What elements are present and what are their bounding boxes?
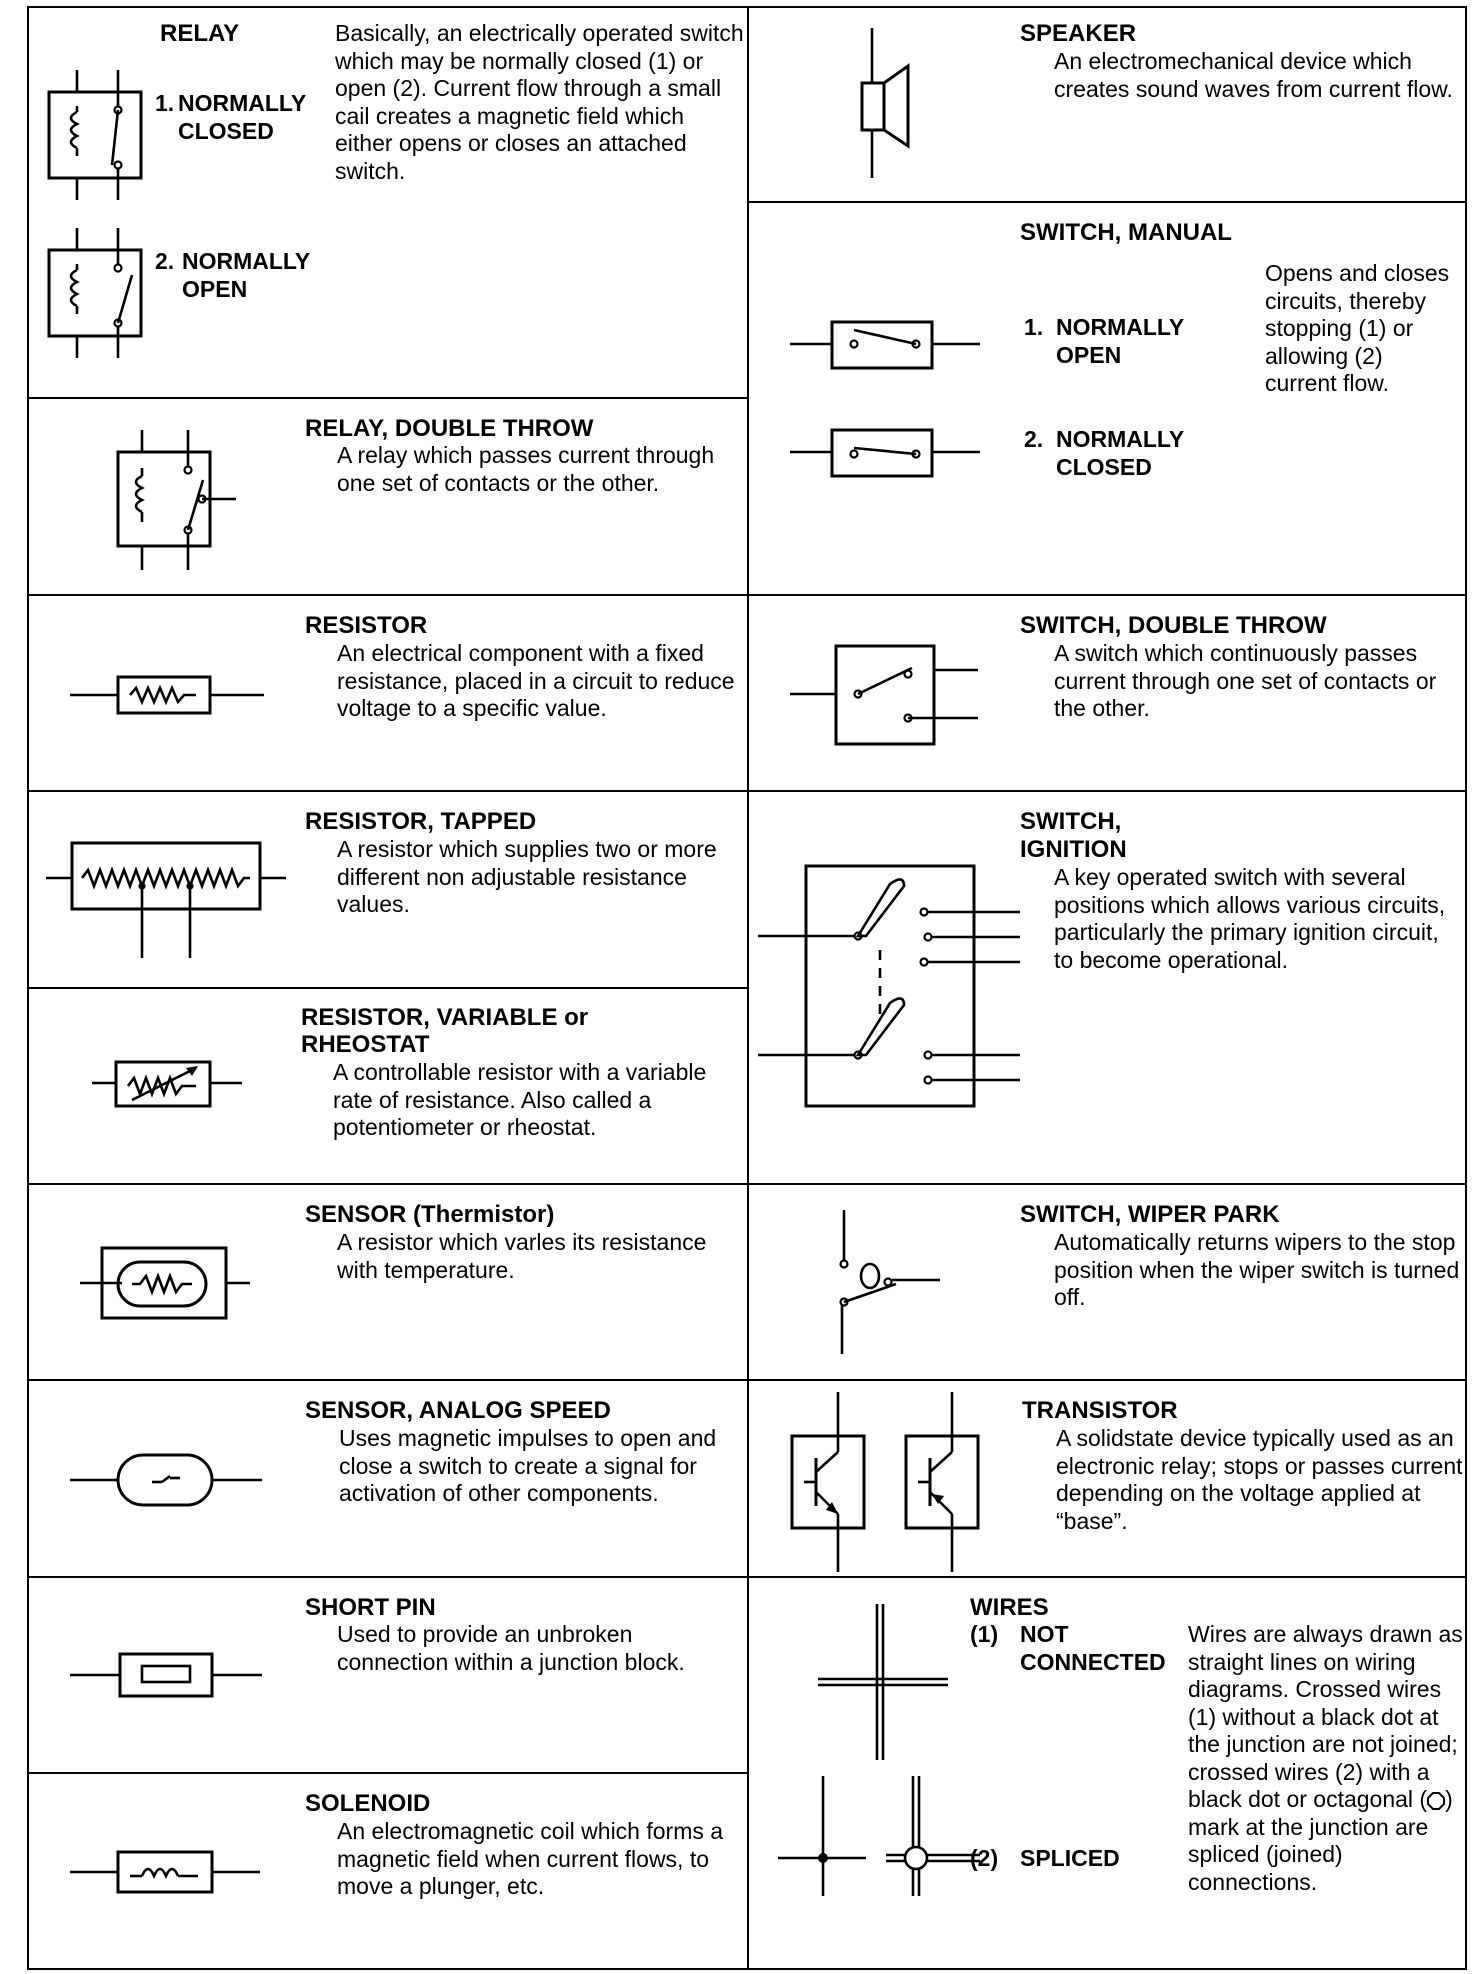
resistor-variable-title-line1: RESISTOR, VARIABLE or [301, 1004, 589, 1031]
wires-not-connected-label-line2: CONNECTED [1020, 1649, 1166, 1675]
relay-double-throw-title: RELAY, DOUBLE THROW [305, 415, 594, 442]
wires-desc-part1: Wires are always drawn as straight lines on wiring diagrams. Crossed wires (1) without a black dot at the junction are not joined; [1188, 1621, 1463, 1757]
wires-item-1-number: (1) [970, 1621, 999, 1647]
switch-manual-normally-closed-label: NORMALLY CLOSED [1056, 426, 1184, 480]
grid-right-3 [747, 790, 1467, 792]
sensor-analog-speed-title: SENSOR, ANALOG SPEED [305, 1397, 611, 1424]
relay-title: RELAY [160, 20, 240, 47]
resistor-tapped-icon [46, 838, 286, 958]
transistor-title: TRANSISTOR [1022, 1397, 1178, 1424]
relay-desc: Basically, an electrically operated switch which may be normally closed (1) or open (2). Current flow through a small cail creates a magnetic field which either opens or closes an attached switch. [335, 20, 744, 184]
solenoid-icon [70, 1846, 260, 1898]
transistor-pnp-icon [904, 1392, 984, 1572]
resistor-title: RESISTOR [305, 612, 428, 639]
grid-right-5 [747, 1379, 1467, 1381]
sensor-thermistor-title: SENSOR (Thermistor) [305, 1201, 555, 1228]
resistor-icon [70, 670, 264, 720]
sensor-analog-speed-icon [70, 1450, 262, 1510]
switch-manual-item-1-number: 1. [1024, 314, 1044, 340]
wires-spliced-label: SPLICED [1020, 1845, 1120, 1871]
switch-ignition-desc: A key operated switch with several positions which allows various circuits, particularly the primary ignition circuit, to become operational. [1054, 864, 1446, 973]
sensor-analog-speed-desc: Uses magnetic impulses to open and close a switch to create a signal for activation of other components. [339, 1425, 717, 1506]
wires-spliced-icon [778, 1776, 978, 1896]
resistor-variable-icon [92, 1056, 242, 1116]
switch-double-throw-title: SWITCH, DOUBLE THROW [1020, 612, 1327, 639]
switch-manual-title: SWITCH, MANUAL [1020, 219, 1232, 246]
switch-wiper-park-title: SWITCH, WIPER PARK [1020, 1201, 1280, 1228]
switch-wiper-park-desc: Automatically returns wipers to the stop position when the wiper switch is turned off. [1054, 1229, 1460, 1310]
relay-normally-open-icon [40, 228, 150, 358]
wires-item-2-number: (2) [970, 1845, 999, 1871]
grid-left-5 [27, 1183, 749, 1185]
switch-manual-normally-open-icon [790, 318, 980, 374]
switch-manual-desc: Opens and closes circuits, thereby stopping (1) or allowing (2) current flow. [1265, 260, 1450, 396]
switch-ignition-title-line1: SWITCH, [1020, 808, 1122, 835]
grid-left-1 [27, 397, 749, 399]
wires-desc-part2: crossed wires (2) with a black dot or [1188, 1758, 1430, 1812]
grid-right-6 [747, 1576, 1467, 1578]
speaker-title: SPEAKER [1020, 20, 1137, 47]
switch-wiper-park-icon [820, 1210, 960, 1360]
short-pin-desc: Used to provide an unbroken connection within a junction block. [337, 1621, 685, 1675]
sensor-thermistor-desc: A resistor which varles its resistance with temperature. [337, 1229, 707, 1283]
wires-desc [1188, 1621, 1470, 1896]
switch-manual-item-2-number: 2. [1024, 426, 1044, 452]
relay-normally-closed-icon [40, 70, 150, 200]
wires-not-connected-label-line1: NOT [1020, 1621, 1069, 1647]
solenoid-desc: An electromagnetic coil which forms a magnetic field when current flows, to move a plunger, etc. [337, 1818, 724, 1899]
switch-ignition-icon [758, 864, 1020, 1110]
wires-not-connected-icon [818, 1604, 948, 1760]
transistor-npn-icon [790, 1392, 870, 1572]
grid-right-4 [747, 1183, 1467, 1185]
grid-left-3 [27, 790, 749, 792]
switch-double-throw-desc: A switch which continuously passes current through one set of contacts or the other. [1054, 640, 1437, 721]
switch-ignition-title-line2: IGNITION [1020, 836, 1127, 863]
relay-double-throw-desc: A relay which passes current through one set of contacts or the other. [337, 442, 715, 496]
wires-desc-part3: octagonal ( [1313, 1786, 1428, 1812]
resistor-tapped-desc: A resistor which supplies two or more different non adjustable resistance values. [337, 836, 717, 917]
grid-left-6 [27, 1379, 749, 1381]
relay-normally-open-label: NORMALLY OPEN [182, 248, 310, 302]
relay-double-throw-icon [100, 430, 250, 570]
resistor-tapped-title: RESISTOR, TAPPED [305, 808, 537, 835]
grid-right-1 [747, 201, 1467, 203]
relay-item-2-number: 2. [155, 248, 175, 274]
switch-manual-normally-open-label: NORMALLY OPEN [1056, 314, 1184, 368]
wires-title: WIRES [970, 1594, 1049, 1621]
speaker-icon [850, 28, 920, 178]
grid-left-7 [27, 1576, 749, 1578]
transistor-desc: A solidstate device typically used as an electronic relay; stops or passes current depending on the voltage applied at “base”. [1056, 1425, 1463, 1534]
grid-left-8 [27, 1772, 749, 1774]
short-pin-icon [70, 1648, 262, 1702]
speaker-desc: An electromechanical device which creates sound waves from current flow. [1054, 48, 1453, 102]
switch-manual-normally-closed-icon [790, 424, 980, 480]
octagon-icon [1427, 1792, 1445, 1810]
grid-left-2 [27, 594, 749, 596]
short-pin-title: SHORT PIN [305, 1594, 436, 1621]
solenoid-title: SOLENOID [305, 1790, 431, 1817]
sensor-thermistor-icon [80, 1246, 250, 1326]
switch-double-throw-icon [790, 644, 980, 746]
grid-left-4 [27, 987, 749, 989]
resistor-desc: An electrical component with a fixed resistance, placed in a circuit to reduce voltage to a specific value. [337, 640, 735, 721]
grid-right-2 [747, 594, 1467, 596]
relay-item-1-number: 1. [155, 90, 175, 116]
resistor-variable-title-line2: RHEOSTAT [301, 1031, 430, 1058]
relay-normally-closed-label: NORMALLY CLOSED [178, 90, 306, 144]
resistor-variable-desc: A controllable resistor with a variable rate of resistance. Also called a potentiometer or rheostat. [333, 1059, 707, 1140]
wires-desc-part4: ) mark at the junction are spliced (joined) connections. [1188, 1786, 1453, 1895]
